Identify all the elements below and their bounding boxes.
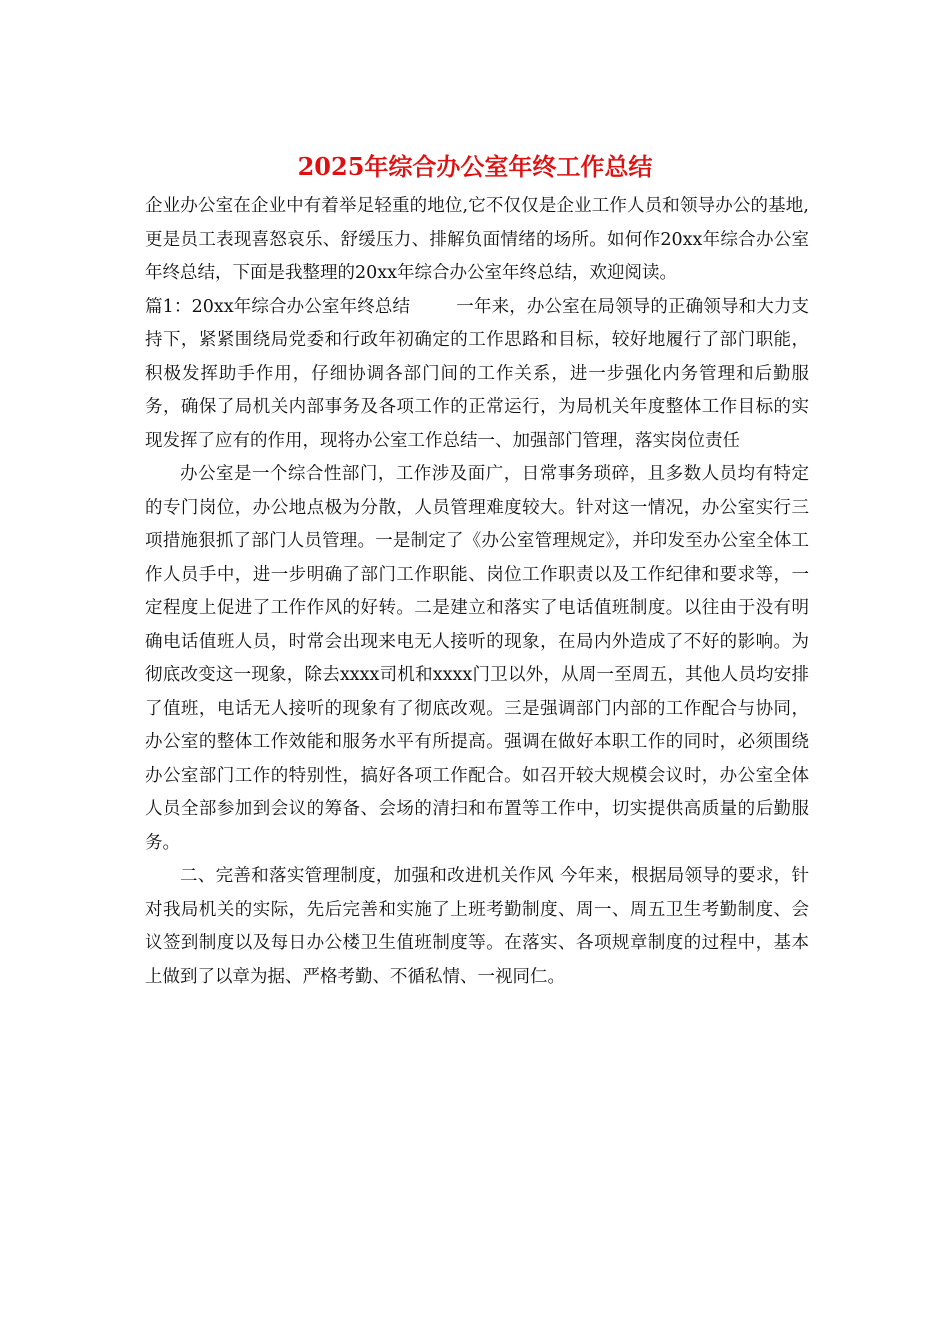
- section-intro: 一年来，办公室在局领导的正确领导和大力支持下，紧紧围绕局党委和行政年初确定的工作思路和目标，较好地履行了部门职能，积极发挥助手作用，仔细协调各部门间的工作关系，进一步强化内务管理和后勤服务，确保了局机关内部事务及各项工作的正常运行，为局机关年度整体工作目标的实现发挥了应有的作用，现将办公室工作总结一、加强部门管理，落实岗位责任: [145, 296, 810, 451]
- document-body: [145, 190, 809, 994]
- intro-paragraph: 企业办公室在企业中有着举足轻重的地位,它不仅仅是企业工作人员和领导办公的基地,更是员工表现喜怒哀乐、舒缓压力、排解负面情绪的场所。如何作20xx年综合办公室年终总结，下面是我整理的20xx年综合办公室年终总结，欢迎阅读。: [145, 196, 809, 283]
- document-title: 2025年综合办公室年终工作总结: [297, 152, 653, 181]
- section-heading: 篇1：20xx年综合办公室年终总结: [145, 296, 411, 317]
- body-paragraph-2: 二、完善和落实管理制度，加强和改进机关作风 今年来，根据局领导的要求，针对我局机关的实际，先后完善和实施了上班考勤制度、周一、周五卫生考勤制度、会议签到制度以及每日办公楼卫生值班制度等。在落实、各项规章制度的过程中，基本上做到了以章为据、严格考勤、不循私情、一视同仁。: [145, 866, 809, 987]
- body-paragraph-1: 办公室是一个综合性部门，工作涉及面广，日常事务琐碎，且多数人员均有特定的专门岗位，办公地点极为分散，人员管理难度较大。针对这一情况，办公室实行三项措施狠抓了部门人员管理。一是制定了《办公室管理规定》，并印发至办公室全体工作人员手中，进一步明确了部门工作职能、岗位工作职责以及工作纪律和要求等，一定程度上促进了工作作风的好转。二是建立和落实了电话值班制度。以往由于没有明确电话值班人员，时常会出现来电无人接听的现象，在局内外造成了不好的影响。为彻底改变这一现象，除去xxxx司机和xxxx门卫以外，从周一至周五，其他人员均安排了值班，电话无人接听的现象有了彻底改观。三是强调部门内部的工作配合与协同，办公室的整体工作效能和服务水平有所提高。强调在做好本职工作的同时，必须围绕办公室部门工作的特别性，搞好各项工作配合。如召开较大规模会议时，办公室全体人员全部参加到会议的筹备、会场的清扫和布置等工作中，切实提供高质量的后勤服务。: [145, 464, 809, 853]
- section-paragraph: [145, 291, 809, 459]
